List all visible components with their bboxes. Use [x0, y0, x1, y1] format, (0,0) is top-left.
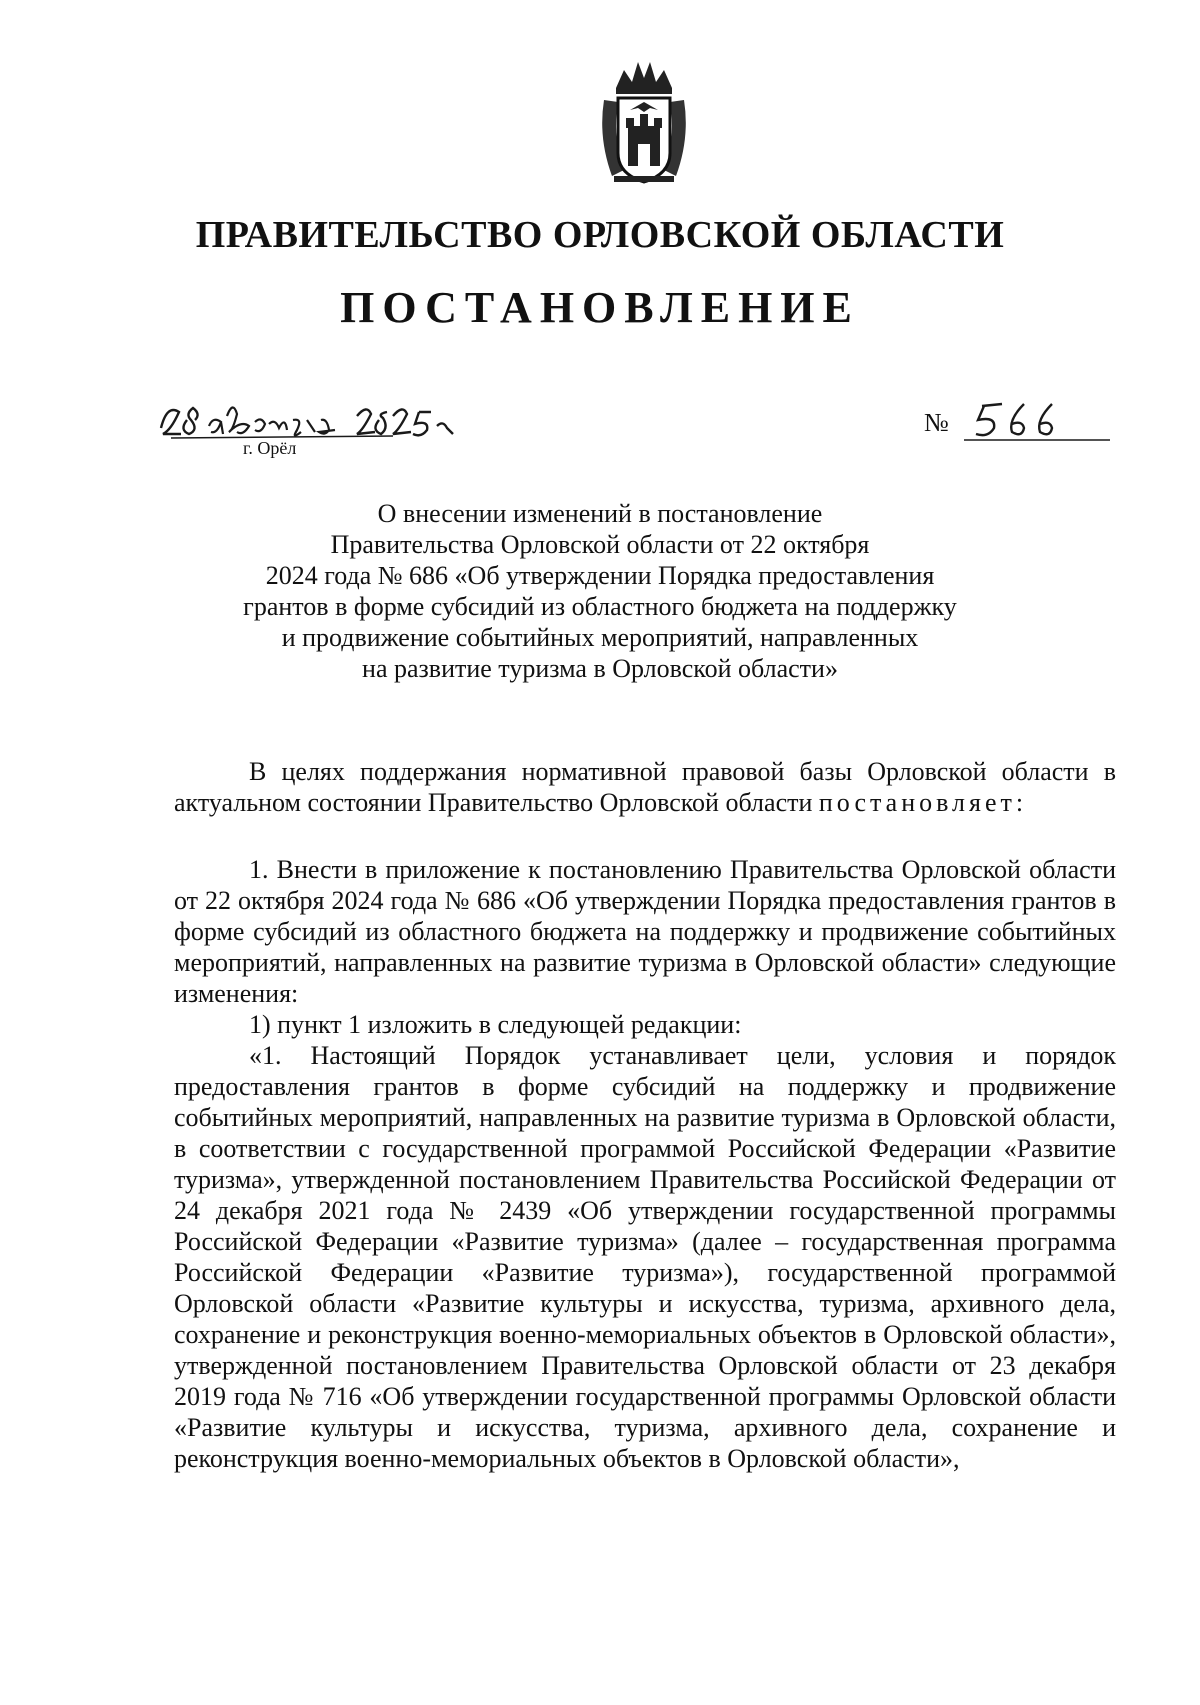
preamble-text: В целях поддержания нормативной правовой базы Орловской области в актуальном состоянии Правительство Орловской области [174, 757, 1116, 817]
quoted-paragraph: «1. Настоящий Порядок устанавливает цели, условия и порядок предоставления грантов в форме субсидий на поддержку и продвижение событийных мероприятий, направленных на развитие туризма в Орловской области, в соответствии с государственной программой Российской Федерации «Развитие туризма», утвержденной постановлением Правительства Российской Федерации от 24 декабря 2021 года № 2439 «Об утверждении государственной программы Российской Федерации «Развитие туризма» (далее – государственная программа Российской Федерации «Развитие туризма»), государственной программой Орловской области «Развитие культуры и искусства, туризма, архивного дела, сохранение и реконструкция военно-мемориальных объектов в Орловской области», утвержденной постановлением Правительства Орловской области от 23 декабря 2019 года № 716 «Об утверждении государственной программы Орловской области «Развитие культуры и искусства, туризма, архивного дела, сохранение и реконструкция военно-мемориальных объектов в Орловской области», [174, 1041, 1116, 1473]
item-1-paragraph: 1. Внести в приложение к постановлению Правительства Орловской области от 22 октября 2024 года № 686 «Об утверждении Порядка предоставления грантов в форме субсидий из областного бюджета на поддержку и продвижение событийных мероприятий, направленных на развитие туризма в Орловской области» следующие изменения: [174, 855, 1116, 1008]
government-title: ПРАВИТЕЛЬСТВО ОРЛОВСКОЙ ОБЛАСТИ [195, 214, 1005, 256]
handwritten-number [962, 394, 1112, 444]
document-type: ПОСТАНОВЛЕНИЕ [340, 283, 860, 332]
subitem-1-paragraph: 1) пункт 1 изложить в следующей редакции: [249, 1010, 742, 1039]
resolves-text: постановляет: [818, 788, 1028, 817]
coat-of-arms-icon [594, 58, 694, 188]
subject-line: О внесении изменений в постановление [377, 499, 823, 528]
handwritten-date [157, 390, 487, 446]
subject-line: Правительства Орловской области от 22 октября [330, 530, 870, 559]
number-label: № [924, 408, 949, 437]
subject-line: на развитие туризма в Орловской области» [362, 654, 838, 683]
document-subject [180, 498, 1020, 684]
document-body [174, 756, 1116, 1474]
subject-line: грантов в форме субсидий из областного бюджета на поддержку [243, 592, 957, 621]
city-label: г. Орёл [243, 438, 297, 458]
subject-line: 2024 года № 686 «Об утверждении Порядка предоставления [265, 561, 935, 590]
subject-line: и продвижение событийных мероприятий, направленных [281, 623, 919, 652]
preamble-paragraph [174, 756, 1116, 818]
